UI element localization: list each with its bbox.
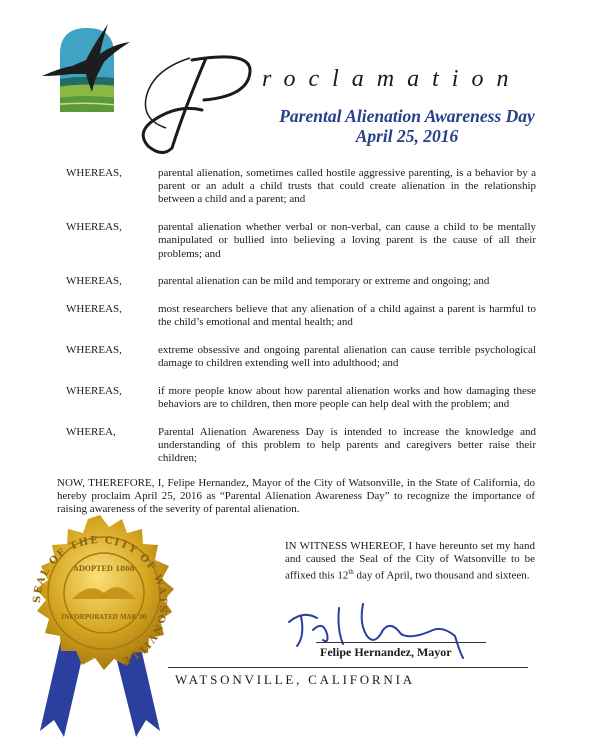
clause-keyword: WHEREAS, bbox=[66, 384, 122, 397]
clause-6 bbox=[56, 385, 536, 411]
clause-5 bbox=[56, 344, 536, 370]
clause-text: most researchers believe that any alienation of a child against a parent is harmful to the child’s emotional and mental health; and bbox=[158, 302, 536, 329]
seal-inner-text: ADOPTED 1868 bbox=[73, 564, 135, 573]
clause-text: parental alienation can be mild and temporary or extreme and ongoing; and bbox=[158, 275, 490, 288]
witness-statement bbox=[285, 540, 535, 583]
signature-line bbox=[316, 642, 486, 643]
clause-7 bbox=[56, 426, 536, 466]
clause-text: extreme obsessive and ongoing parental alienation can cause terrible psychological damage to children extending well into adulthood; and bbox=[158, 343, 536, 370]
clause-2 bbox=[56, 221, 536, 261]
proclamation-statement: NOW, THEREFORE, I, Felipe Hernandez, Mayor of the City of Watsonville, in the State of California, do hereby proclaim April 25, 2016 as “Parental Alienation Awareness Day” to recognize the importance of raising awareness of the severity of parental alienation. bbox=[57, 477, 535, 516]
mayor-name: Felipe Hernandez, Mayor bbox=[320, 645, 452, 659]
clause-4 bbox=[56, 303, 536, 329]
clause-keyword: WHEREAS, bbox=[66, 167, 122, 179]
watsonville-eagle-logo bbox=[42, 14, 132, 114]
witness-ordinal: th bbox=[348, 568, 354, 577]
event-date: April 25, 2016 bbox=[355, 126, 459, 146]
proclamation-subtitle bbox=[262, 106, 552, 146]
witness-text-start: IN WITNESS WHEREOF, I have hereunto set my hand and caused the Seal of the City of Watsonville to be affixed this 12 bbox=[285, 540, 535, 583]
seal-ring-text: SEAL OF THE CITY OF WATSONVILLE bbox=[31, 534, 169, 667]
clause-1 bbox=[56, 167, 536, 207]
city-footer: WATSONVILLE, CALIFORNIA bbox=[175, 672, 415, 687]
clause-keyword: WHEREAS, bbox=[66, 221, 122, 234]
clause-text: Parental Alienation Awareness Day is intended to increase the knowledge and understanding of this problem to help parents and caregivers better raise their children; bbox=[158, 425, 536, 465]
footer-rule bbox=[168, 667, 528, 668]
whereas-clauses bbox=[56, 167, 536, 480]
witness-text-end: day of April, two thousand and sixteen. bbox=[353, 570, 530, 583]
clause-3 bbox=[56, 275, 536, 288]
clause-text: parental alienation whether verbal or non-verbal, can cause a child to be mentally manipulated or bullied into believing a loving parent is the cause of all their problems; and bbox=[158, 221, 536, 260]
clause-text: parental alienation, sometimes called hostile aggressive parenting, is a behavior by a parent or an adult a child trusts that could create alienation in the relationship between a child and a parent; and bbox=[158, 167, 536, 206]
clause-text: if more people know about how parental alienation works and how damaging these behaviors are to children, then more people can help deal with the problem; and bbox=[158, 384, 536, 410]
clause-keyword: WHEREA, bbox=[66, 425, 116, 438]
seal-band-text: INCORPORATED MAR 30 bbox=[61, 614, 147, 621]
clause-keyword: WHEREAS, bbox=[66, 275, 122, 288]
clause-keyword: WHEREAS, bbox=[66, 343, 122, 356]
city-seal bbox=[0, 515, 200, 745]
clause-keyword: WHEREAS, bbox=[66, 302, 122, 315]
proclamation-title: roclamation bbox=[262, 66, 522, 92]
event-name: Parental Alienation Awareness Day bbox=[279, 106, 535, 126]
proclamation-p-flourish bbox=[132, 40, 272, 160]
